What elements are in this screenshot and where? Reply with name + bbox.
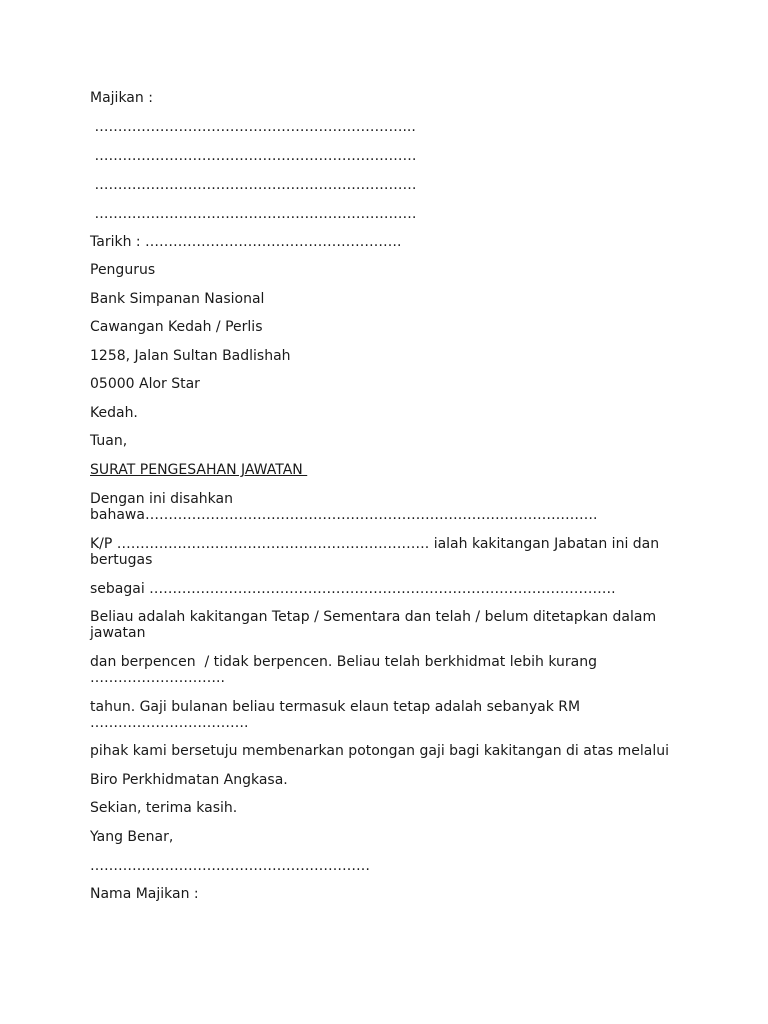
body-paragraph-5: dan berpencen / tidak berpencen. Beliau telah berkhidmat lebih kurang ……………………….. — [90, 654, 602, 686]
employer-line-2: …………………………………………………………… — [90, 148, 417, 164]
closing-text: Sekian, terima kasih. — [90, 800, 238, 816]
recipient-title: Pengurus — [90, 262, 156, 278]
employer-label: Majikan : — [90, 90, 153, 106]
recipient-postcode-city: 05000 Alor Star — [90, 376, 200, 392]
body-paragraph-7: pihak kami bersetuju membenarkan potongan gaji bagi kakitangan di atas melalui — [90, 743, 670, 759]
signature-line: …………………………………………………… — [90, 858, 370, 874]
employer-line-4: …………………………………………………………… — [90, 206, 417, 222]
body-paragraph-4: Beliau adalah kakitangan Tetap / Sementara dan telah / belum ditetapkan dalam jawatan — [90, 609, 661, 641]
employer-line-3: …………………………………………………………… — [90, 177, 417, 193]
recipient-state: Kedah. — [90, 405, 138, 421]
letter-subject: SURAT PENGESAHAN JAWATAN — [90, 462, 308, 478]
salutation: Tuan, — [90, 433, 128, 449]
body-paragraph-1: Dengan ini disahkan bahawa……………………………………………………………………………………. — [90, 491, 598, 523]
body-paragraph-2: K/P …………………………………………………………. ialah kakitangan Jabatan ini dan bertugas — [90, 536, 664, 568]
date-line: Tarikh : ………………………………………………. — [90, 234, 402, 250]
sign-off: Yang Benar, — [90, 829, 174, 845]
employer-line-1: …………………………………………………………... — [90, 119, 416, 135]
recipient-bank: Bank Simpanan Nasional — [90, 291, 265, 307]
recipient-street: 1258, Jalan Sultan Badlishah — [90, 348, 291, 364]
body-paragraph-3: sebagai ………………………………………………………………………………………. — [90, 581, 616, 597]
employer-name-label: Nama Majikan : — [90, 886, 199, 902]
body-paragraph-8: Biro Perkhidmatan Angkasa. — [90, 772, 288, 788]
body-paragraph-6: tahun. Gaji bulanan beliau termasuk elaun tetap adalah sebanyak RM ……………………………. — [90, 699, 585, 731]
recipient-branch: Cawangan Kedah / Perlis — [90, 319, 263, 335]
